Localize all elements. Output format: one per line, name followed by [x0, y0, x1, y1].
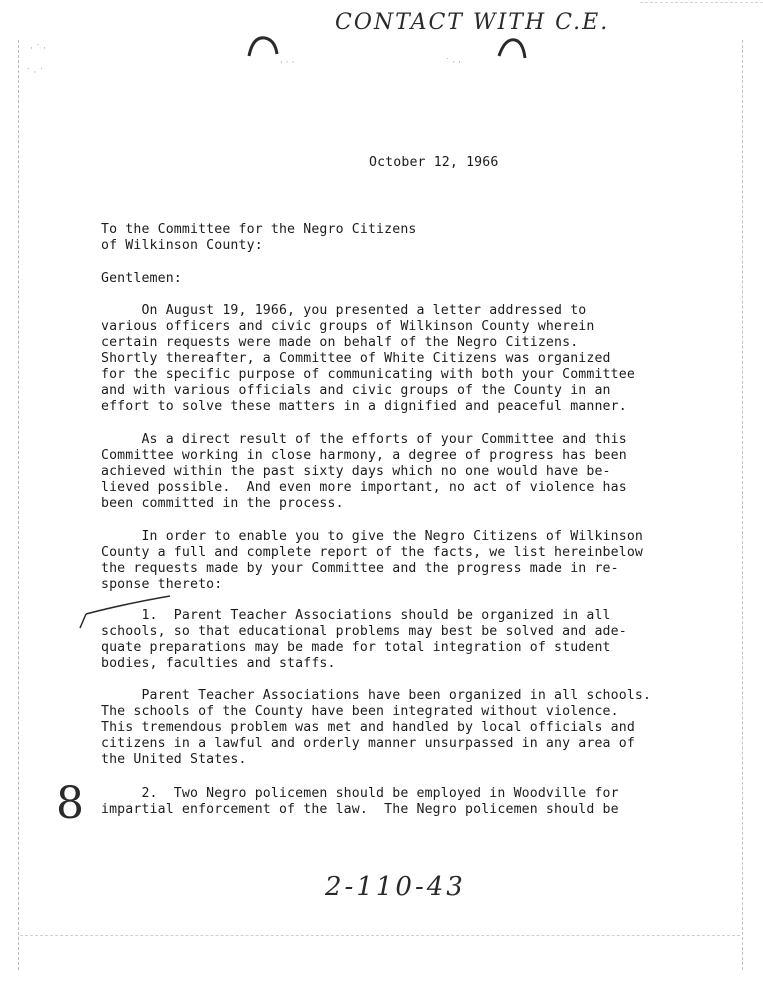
body-line: Shortly thereafter, a Committee of White Citizens was organized — [101, 351, 611, 366]
body-line: As a direct result of the efforts of your Committee and this — [101, 432, 627, 447]
body-line: In order to enable you to give the Negro Citizens of Wilkinson — [101, 529, 643, 544]
scan-edge-bottom — [20, 935, 740, 937]
salutation: Gentlemen: — [101, 271, 182, 286]
body-line: bodies, faculties and staffs. — [101, 656, 336, 671]
handwritten-margin-mark: 8 — [56, 778, 84, 829]
handwritten-top-note: CONTACT WITH C.E. — [335, 10, 610, 35]
body-line: Committee working in close harmony, a degree of progress has been — [101, 448, 627, 463]
body-line: been committed in the process. — [101, 496, 344, 511]
address-line: of Wilkinson County: — [101, 238, 263, 253]
body-line: The schools of the County have been integrated without violence. — [101, 704, 619, 719]
body-line: various officers and civic groups of Wilkinson County wherein — [101, 319, 595, 334]
body-line: schools, so that educational problems may best be solved and ade- — [101, 624, 627, 639]
body-line: certain requests were made on behalf of the Negro Citizens. — [101, 335, 579, 350]
body-line: County a full and complete report of the facts, we list hereinbelow — [101, 545, 643, 560]
handwritten-file-number: 2-110-43 — [325, 872, 466, 902]
scan-edge-left — [18, 40, 20, 970]
body-line: achieved within the past sixty days which no one would have be- — [101, 464, 611, 479]
scan-speck: ˙ · · — [445, 58, 461, 68]
body-line: effort to solve these matters in a dignified and peaceful manner. — [101, 399, 627, 414]
body-line: sponse thereto: — [101, 577, 223, 592]
body-line: citizens in a lawful and orderly manner unsurpassed in any area of — [101, 736, 635, 751]
body-line: 2. Two Negro policemen should be employed in Woodville for — [101, 786, 619, 801]
body-line: for the specific purpose of communicating with both your Committee — [101, 367, 635, 382]
scan-speck: · ˙ · — [30, 44, 46, 54]
body-line: impartial enforcement of the law. The Negro policemen should be — [101, 802, 619, 817]
body-line: lieved possible. And even more important, no act of violence has — [101, 480, 627, 495]
handwritten-arc-mark — [245, 32, 285, 60]
address-line: To the Committee for the Negro Citizens — [101, 222, 417, 237]
body-line: On August 19, 1966, you presented a letter addressed to — [101, 303, 587, 318]
letter-date: October 12, 1966 — [369, 155, 499, 170]
scan-speck: ˙ · ˙ — [26, 68, 44, 78]
body-line: the requests made by your Committee and the progress made in re- — [101, 561, 619, 576]
handwritten-arc-mark — [495, 32, 531, 62]
body-line: and with various officials and civic groups of the County in an — [101, 383, 611, 398]
body-line: quate preparations may be made for total integration of student — [101, 640, 611, 655]
scan-edge-right — [742, 40, 744, 970]
body-line: 1. Parent Teacher Associations should be organized in all — [101, 608, 611, 623]
scan-speck: · · · — [280, 58, 295, 68]
body-line: Parent Teacher Associations have been organized in all schools. — [101, 688, 652, 703]
scan-edge-top — [640, 2, 763, 4]
body-line: the United States. — [101, 752, 247, 767]
body-line: This tremendous problem was met and handled by local officials and — [101, 720, 635, 735]
